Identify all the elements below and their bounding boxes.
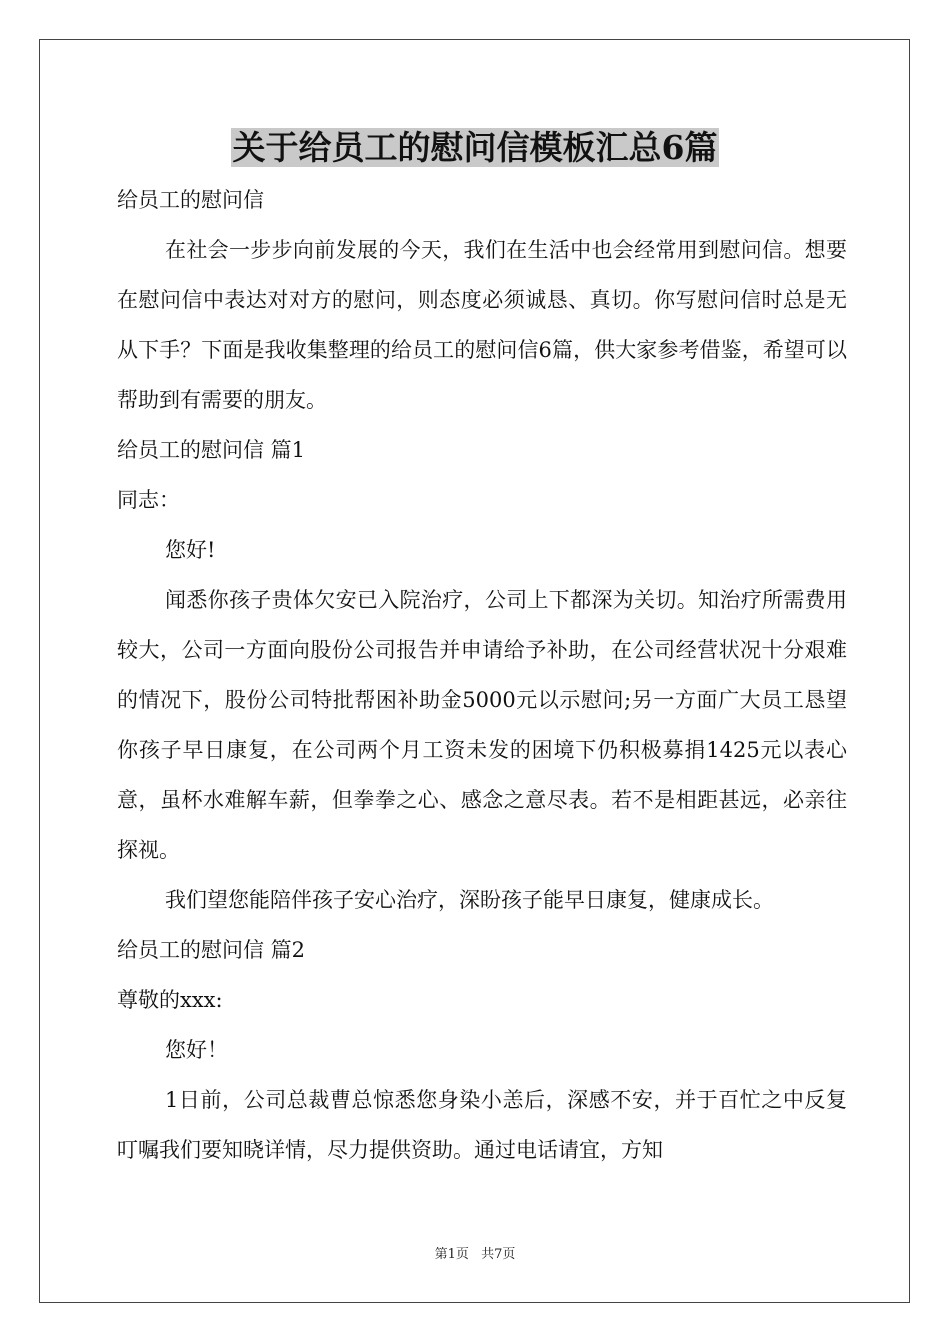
- paragraph: 您好!: [165, 538, 216, 562]
- paragraph: 给员工的慰问信 篇2: [117, 938, 306, 962]
- document-title-text: 关于给员工的慰问信模板汇总6篇: [232, 128, 718, 167]
- paragraph: 给员工的慰问信 篇1: [117, 438, 306, 462]
- page-footer: [0, 1246, 950, 1264]
- paragraph: 给员工的慰问信: [117, 188, 264, 212]
- paragraph: 我们望您能陪伴孩子安心治疗，深盼孩子能早日康复，健康成长。: [165, 888, 774, 912]
- document-title: [0, 125, 950, 171]
- paragraph: 同志：: [117, 488, 180, 512]
- paragraph: 闻悉你孩子贵体欠安已入院治疗，公司上下都深为关切。知治疗所需费用较大，公司一方面向股份公司报告并申请给予补助，在公司经营状况十分艰难的情况下，股份公司特批帮困补助金5000元以示慰问;另一方面广大员工恳望你孩子早日康复，在公司两个月工资未发的困境下仍积极募捐1425元以表心意，虽杯水难解车薪，但拳拳之心、感念之意尽表。若不是相距甚远，必亲往探视。: [117, 588, 847, 862]
- document-body: [117, 175, 847, 1175]
- paragraph: 1日前，公司总裁曹总惊悉您身染小恙后，深感不安，并于百忙之中反复叮嘱我们要知晓详情，尽力提供资助。通过电话请宜，方知: [117, 1088, 847, 1162]
- page-number-total: 共7页: [481, 1247, 516, 1262]
- paragraph: 您好！: [165, 1038, 228, 1062]
- paragraph: 在社会一步步向前发展的今天，我们在生活中也会经常用到慰问信。想要在慰问信中表达对对方的慰问，则态度必须诚恳、真切。你写慰问信时总是无从下手？下面是我收集整理的给员工的慰问信6篇，供大家参考借鉴，希望可以帮助到有需要的朋友。: [117, 238, 847, 412]
- paragraph: 尊敬的xxx:: [117, 988, 223, 1012]
- page-number-current: 第1页: [434, 1247, 469, 1262]
